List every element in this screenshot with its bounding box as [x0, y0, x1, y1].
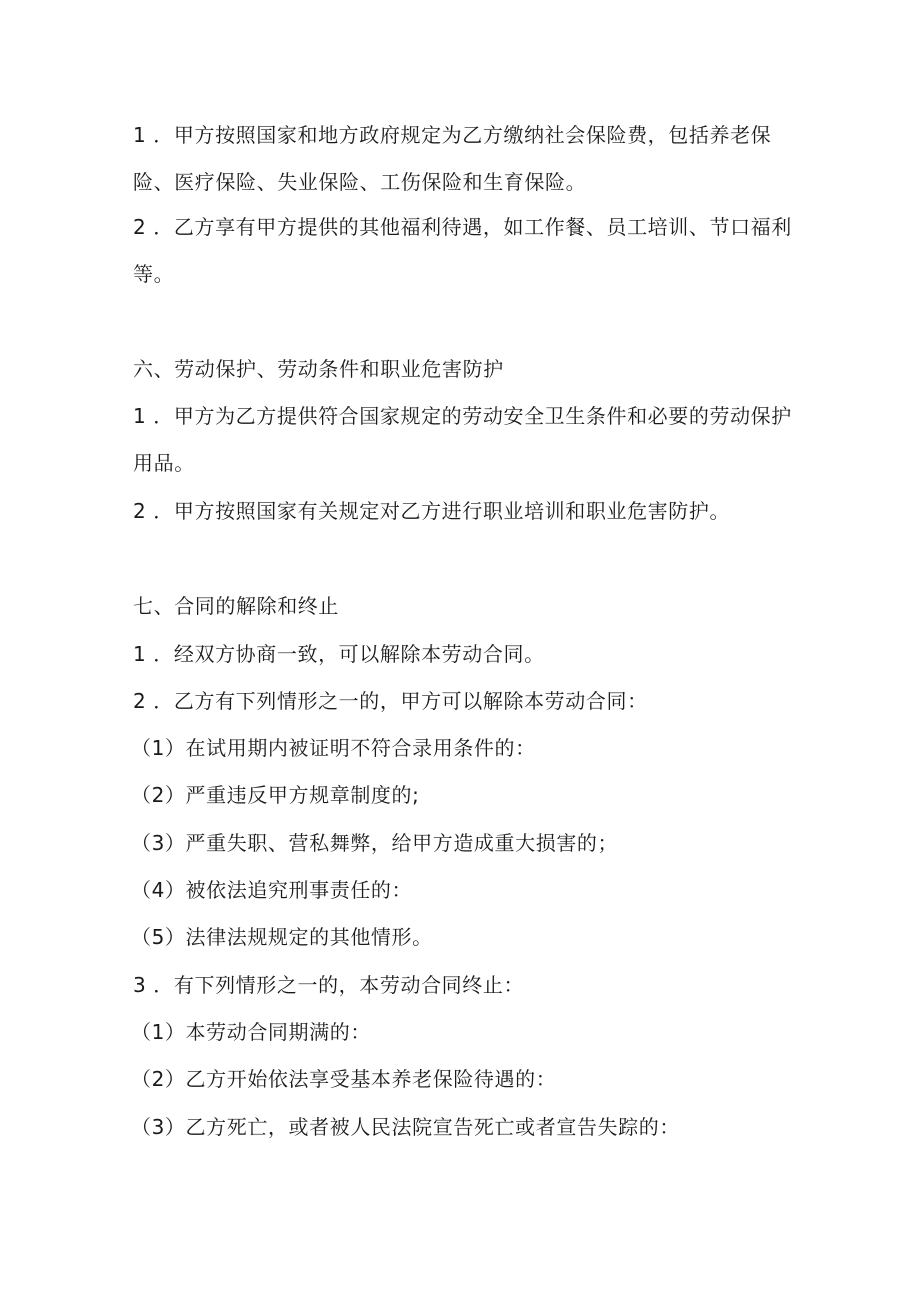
clause-7-2-sub-5: （5）法律法规规定的其他情形。 — [131, 925, 433, 949]
section-6-heading: 六、劳动保护、劳动条件和职业危害防护 — [133, 357, 504, 381]
clause-7-2-sub-1: （1）在试用期内被证明不符合录用条件的： — [131, 736, 536, 760]
clause-6-1-line-1: 1 ．甲方为乙方提供符合国家规定的劳动安全卫生条件和必要的劳动保护 — [133, 404, 792, 428]
clause-7-2-sub-4: （4）被依法追究刑事责任的： — [131, 878, 413, 902]
clause-5-1-line-2: 险、医疗保险、失业保险、工伤保险和生育保险。 — [133, 170, 587, 194]
clause-7-3: 3 ．有下列情形之一的，本劳动合同终止： — [133, 973, 525, 997]
clause-6-2: 2 ．甲方按照国家有关规定对乙方进行职业培训和职业危害防护。 — [133, 499, 731, 523]
clause-7-2: 2 ．乙方有下列情形之一的，甲方可以解除本劳动合同： — [133, 689, 648, 713]
clause-7-2-sub-3: （3）严重失职、营私舞弊，给甲方造成重大损害的； — [131, 831, 619, 855]
clause-5-2-line-2: 等。 — [133, 262, 175, 286]
clause-5-1-line-1: 1 ．甲方按照国家和地方政府规定为乙方缴纳社会保险费，包括养老保 — [133, 123, 772, 147]
section-7-heading: 七、合同的解除和终止 — [133, 594, 339, 618]
clause-7-2-sub-2: （2）严重违反甲方规章制度的; — [131, 783, 420, 807]
clause-7-3-sub-2: （2）乙方开始依法享受基本养老保险待遇的： — [131, 1067, 557, 1091]
clause-7-1: 1 ．经双方协商一致，可以解除本劳动合同。 — [133, 642, 545, 666]
clause-5-2-line-1: 2 ．乙方享有甲方提供的其他福利待遇，如工作餐、员工培训、节口福利 — [133, 215, 792, 239]
clause-6-1-line-2: 用品。 — [133, 451, 195, 475]
clause-7-3-sub-3: （3）乙方死亡，或者被人民法院宣告死亡或者宣告失踪的： — [131, 1115, 680, 1139]
clause-7-3-sub-1: （1）本劳动合同期满的： — [131, 1020, 371, 1044]
